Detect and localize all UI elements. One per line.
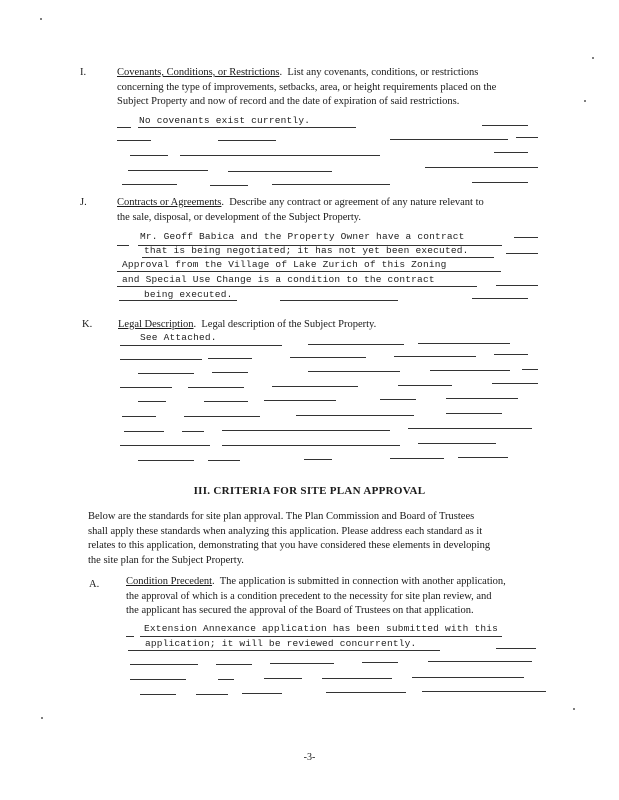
blank-answer-line [128,650,440,651]
section-k-answer-1: See Attached. [140,332,217,343]
blank-answer-line [130,664,198,665]
blank-answer-line [280,300,398,301]
section-j-answer-5: being executed. [144,289,233,300]
blank-answer-line [264,678,302,679]
section-k-letter: K. [82,319,93,330]
blank-answer-line [128,170,208,171]
blank-answer-line [412,677,524,678]
section-k-paragraph: Legal Description. Legal description of the Subject Property. [118,319,377,330]
blank-answer-line [290,357,366,358]
section-j-letter: J. [80,197,87,208]
section-a-letter: A. [89,579,100,590]
blank-answer-line [308,371,400,372]
blank-answer-line [322,678,392,679]
criteria-intro [88,510,588,568]
section-i-title: Covenants, Conditions, or Restrictions [117,67,280,78]
blank-answer-line [140,694,176,695]
blank-answer-line [218,140,276,141]
section-j-answer-3: Approval from the Village of Lake Zurich of this Zoning [122,259,447,270]
section-j-answer-2: that is being negotiated; it has not yet been executed. [144,245,469,256]
page-number: -3- [303,752,316,763]
blank-answer-line [210,185,248,186]
blank-answer-line [390,139,508,140]
blank-answer-line [117,245,129,246]
blank-answer-line [119,300,237,301]
blank-answer-line [208,460,240,461]
blank-answer-line [308,344,404,345]
section-j-text-1: Describe any contract or agreement of any nature relevant to [229,197,484,208]
blank-answer-line [272,386,358,387]
section-k-text-1: Legal description of the Subject Property. [201,319,377,330]
section-i-paragraph: Covenants, Conditions, or Restrictions. List any covenants, conditions, or restrictions concerning the type of improvements, setbacks, area, or height requirements placed on the Subject Property and now of record and the date of expiration of said restrictions. [117,67,497,107]
blank-answer-line [188,387,244,388]
scan-speck [573,708,575,710]
blank-answer-line [117,286,477,287]
section-i-text-2: concerning the type of improvements, setbacks, area, or height requirements placed on the [117,81,497,93]
blank-answer-line [304,459,332,460]
section-heading: III. CRITERIA FOR SITE PLAN APPROVAL [193,485,426,497]
blank-answer-line [418,343,510,344]
intro-line-4: the site plan for the Subject Property. [88,554,244,566]
blank-answer-line [180,155,380,156]
blank-answer-line [138,373,194,374]
section-i-text-3: Subject Property and now of record and the date of expiration of said restrictions. [117,96,460,107]
blank-answer-line [264,400,336,401]
section-k-title: Legal Description [118,319,194,330]
intro-line-2: shall apply these standards when analyzing this application. Please address each standard as it [88,525,483,537]
blank-answer-line [496,285,538,286]
blank-answer-line [398,385,452,386]
scan-speck [592,57,594,59]
section-j-paragraph: Contracts or Agreements. Describe any contract or agreement of any nature relevant to the sale, disposal, or development of the Subject Property. [117,197,484,223]
blank-answer-line [122,416,156,417]
blank-answer-line [380,399,416,400]
section-a-text-2: the approval of which is a condition precedent to the necessity for site plan review, and [126,590,492,602]
section-a-text-3: the applicant has secured the approval of the Board of Trustees on that application. [126,605,474,616]
blank-answer-line [142,257,494,258]
blank-answer-line [120,345,282,346]
section-j-answer-4: and Special Use Change is a condition to the contract [122,274,435,285]
blank-answer-line [208,358,252,359]
blank-answer-line [184,416,260,417]
blank-answer-line [362,662,398,663]
section-a-text-1: The application is submitted in connection with another application, [219,576,506,587]
blank-answer-line [408,428,532,429]
blank-answer-line [130,155,168,156]
blank-answer-line [222,430,390,431]
blank-answer-line [182,431,204,432]
blank-answer-line [482,125,528,126]
section-a-title: Condition Precedent [126,576,213,587]
blank-answer-line [496,648,536,649]
blank-answer-line [494,152,528,153]
intro-line-1: Below are the standards for site plan approval. The Plan Commission and Board of Trustees [88,511,475,522]
blank-answer-line [472,298,528,299]
blank-answer-line [196,694,228,695]
blank-answer-line [117,140,151,141]
blank-answer-line [140,636,502,637]
blank-answer-line [222,445,400,446]
blank-answer-line [228,171,332,172]
blank-answer-line [117,271,501,272]
section-j-answer-1: Mr. Geoff Babica and the Property Owner have a contract [140,231,465,242]
blank-answer-line [430,370,510,371]
blank-answer-line [516,137,538,138]
blank-answer-line [326,692,406,693]
blank-answer-line [472,182,528,183]
blank-answer-line [130,679,186,680]
blank-answer-line [514,237,538,238]
blank-answer-line [390,458,444,459]
blank-answer-line [138,401,166,402]
section-i-text-1: List any covenants, conditions, or restrictions [287,67,479,78]
blank-answer-line [120,387,172,388]
blank-answer-line [212,372,248,373]
blank-answer-line [117,127,131,128]
section-j-text-2: the sale, disposal, or development of the Subject Property. [117,211,361,223]
section-i-letter: I. [80,67,87,78]
blank-answer-line [138,127,356,128]
blank-answer-line [506,253,538,254]
blank-answer-line [418,443,496,444]
blank-answer-line [428,661,532,662]
blank-answer-line [458,457,508,458]
section-a-answer-1: Extension Annexance application has been submitted with this [144,623,499,634]
section-i-answer-1: No covenants exist currently. [139,115,311,126]
scan-speck [40,18,42,20]
blank-answer-line [122,184,177,185]
blank-answer-line [126,636,134,637]
blank-answer-line [120,445,210,446]
blank-answer-line [446,413,502,414]
blank-answer-line [204,401,248,402]
blank-answer-line [394,356,476,357]
blank-answer-line [272,184,390,185]
section-j-title: Contracts or Agreements [117,197,222,208]
blank-answer-line [422,691,546,692]
blank-answer-line [296,415,414,416]
intro-line-3: relates to this application, demonstrating that you have considered these elements in developing [88,540,491,551]
scan-speck [584,100,586,102]
blank-answer-line [492,383,538,384]
scan-speck [41,717,43,719]
section-a-answer-2: application; it will be reviewed concurrently. [145,638,417,649]
blank-answer-line [425,167,538,168]
blank-answer-line [124,431,164,432]
blank-answer-line [216,664,252,665]
blank-answer-line [522,369,538,370]
blank-answer-line [242,693,282,694]
blank-answer-line [218,679,234,680]
blank-answer-line [138,460,194,461]
blank-answer-line [270,663,334,664]
blank-answer-line [446,398,518,399]
section-a-paragraph: Condition Precedent. The application is submitted in connection with another application, the approval of which is a condition precedent to the necessity for site plan review, and the applicant has secured the approval of the Board of Trustees on that application. [126,576,506,616]
blank-answer-line [120,359,202,360]
blank-answer-line [494,354,528,355]
